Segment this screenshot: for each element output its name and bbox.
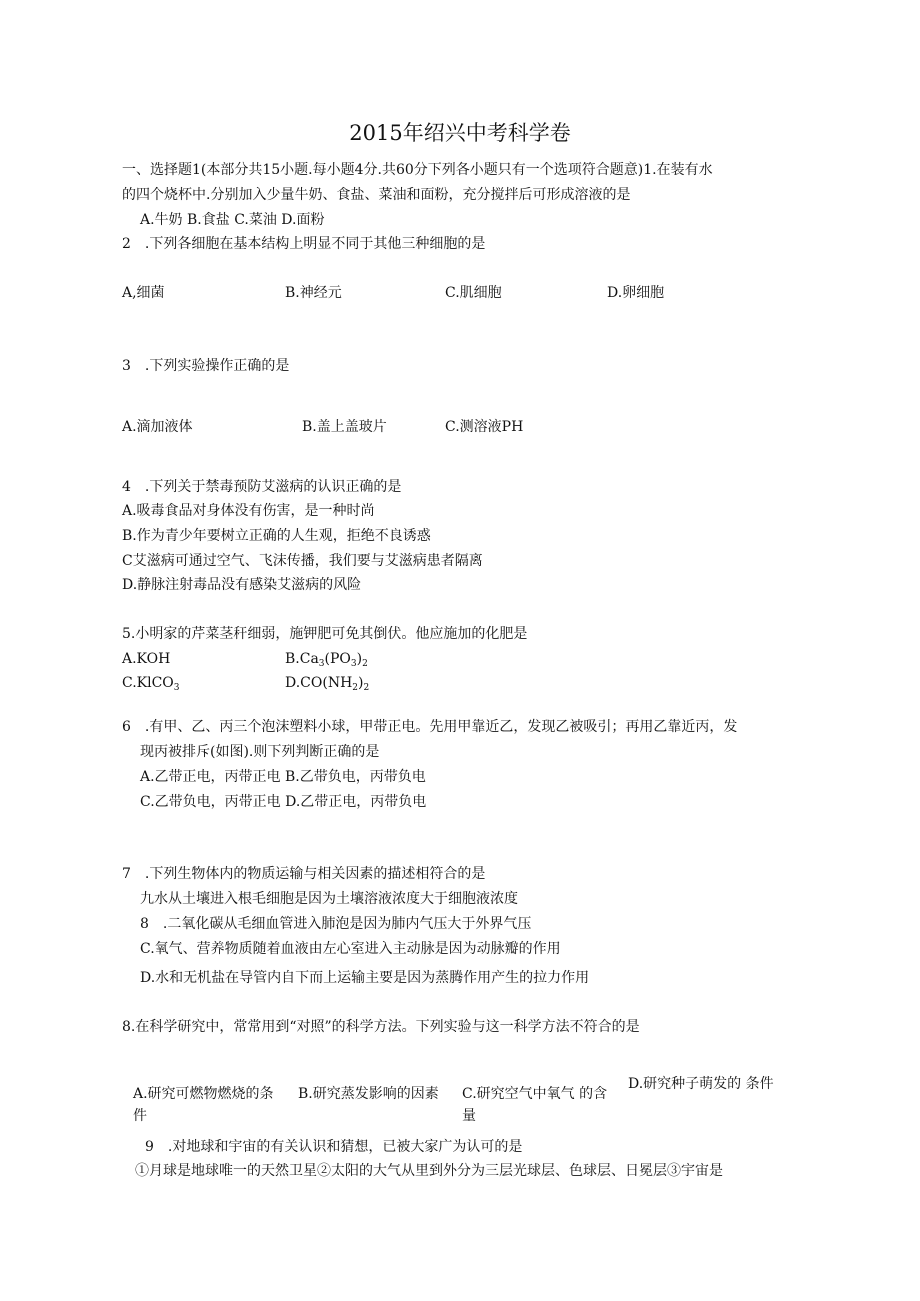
q5-c-text: C.KlCO <box>122 675 174 691</box>
q5-b-sub: 3 <box>318 659 325 669</box>
q5-stem: 5.小明家的芹菜茎秆细弱，施钾肥可免其倒伏。他应施加的化肥是 <box>122 626 528 642</box>
q2-stem: 2 .下列各细胞在基本结构上明显不同于其他三种细胞的是 <box>122 236 486 252</box>
q2-option-c: C.肌细胞 <box>445 285 502 301</box>
q9-stem: 9 .对地球和宇宙的有关认识和猜想，已被大家广为认可的是 <box>145 1139 523 1155</box>
page-title: 2015年绍兴中考科学卷 <box>349 121 571 145</box>
q4-option-a: A.吸毒食品对身体没有伤害，是一种时尚 <box>122 503 375 519</box>
q9-line2: ①月球是地球唯一的天然卫星②太阳的大气从里到外分为三层光球层、色球层、日冕层③宇宙是 <box>135 1163 723 1179</box>
q1-options: A.牛奶 B.食盐 C.菜油 D.面粉 <box>140 212 325 228</box>
q2-option-d: D.卵细胞 <box>607 285 665 301</box>
q6-line1: 6 .有甲、乙、丙三个泡沫塑料小球，甲带正电。先用甲靠近乙，发现乙被吸引；再用乙靠近丙，发 <box>122 719 738 735</box>
q8-option-b: B.研究蒸发影响的因素 <box>298 1086 439 1102</box>
q5-option-c <box>122 673 180 693</box>
q8-option-c: C.研究空气中氧气 的含量 <box>462 1086 608 1124</box>
q5-b-text: B.Ca <box>285 651 319 667</box>
q8-stem: 8.在科学研究中，常常用到“对照”的科学方法。下列实验与这一科学方法不符合的是 <box>122 1019 640 1035</box>
q5-option-d <box>285 673 369 693</box>
q8-option-a: A.研究可燃物燃烧的条件 <box>133 1086 274 1124</box>
q5-b-sub: 2 <box>362 659 368 669</box>
q7-option-c: C.氧气、营养物质随着血液由左心室进入主动脉是因为动脉瓣的作用 <box>140 941 561 957</box>
q5-d-sub: 2 <box>352 683 359 693</box>
q3-option-c: C.测溶液PH <box>445 419 524 435</box>
q8-option-d: D.研究种子萌发的 条件 <box>628 1076 774 1092</box>
q5-d-sub: 2 <box>363 683 370 693</box>
q6-options-ab: A.乙带正电，丙带正电 B.乙带负电，丙带负电 <box>140 769 426 785</box>
q5-b-sub: 3 <box>350 659 357 669</box>
q5-option-a: A.KOH <box>122 651 171 667</box>
q6-options-cd: C.乙带负电，丙带正电 D.乙带正电，丙带负电 <box>140 794 427 810</box>
q3-stem: 3 .下列实验操作正确的是 <box>122 358 290 374</box>
q5-b-text: ) <box>356 651 363 667</box>
q7-option-a: 九水从土壤进入根毛细胞是因为土壤溶液浓度大于细胞液浓度 <box>140 891 518 907</box>
q2-option-a: A,细菌 <box>122 285 165 301</box>
q5-b-text: (PO <box>324 651 351 667</box>
q3-option-b: B.盖上盖玻片 <box>302 419 387 435</box>
q6-line2: 现丙被排斥(如图).则下列判断正确的是 <box>140 744 380 760</box>
q7-option-d: D.水和无机盐在导管内自下而上运输主要是因为蒸腾作用产生的拉力作用 <box>140 970 590 986</box>
q1-line2: 的四个烧杯中.分别加入少量牛奶、食盐、菜油和面粉，充分搅拌后可形成溶液的是 <box>122 187 631 203</box>
q4-option-c: C艾滋病可通过空气、飞沫传播，我们要与艾滋病患者隔离 <box>122 553 483 569</box>
q1-line1: 一、选择题1(本部分共15小题.每小题4分.共60分下列各小题只有一个选项符合题意)1.在装有水 <box>122 162 713 178</box>
q5-option-b <box>285 649 368 669</box>
q5-d-text: D.CO(NH <box>285 675 353 691</box>
q5-d-text: ) <box>358 675 364 691</box>
q4-option-d: D.静脉注射毒品没有感染艾滋病的风险 <box>122 577 362 593</box>
q4-option-b: B.作为青少年要树立正确的人生观，拒绝不良诱惑 <box>122 528 431 544</box>
q2-option-b: B.神经元 <box>285 285 342 301</box>
q5-c-sub: 3 <box>173 683 180 693</box>
q7-stem: 7 .下列生物体内的物质运输与相关因素的描述相符合的是 <box>122 866 486 882</box>
q4-stem: 4 .下列关于禁毒预防艾滋病的认识正确的是 <box>122 479 402 495</box>
q7-option-b: 8 .二氧化碳从毛细血管进入肺泡是因为肺内气压大于外界气压 <box>140 916 532 932</box>
q3-option-a: A.滴加液体 <box>122 419 193 435</box>
